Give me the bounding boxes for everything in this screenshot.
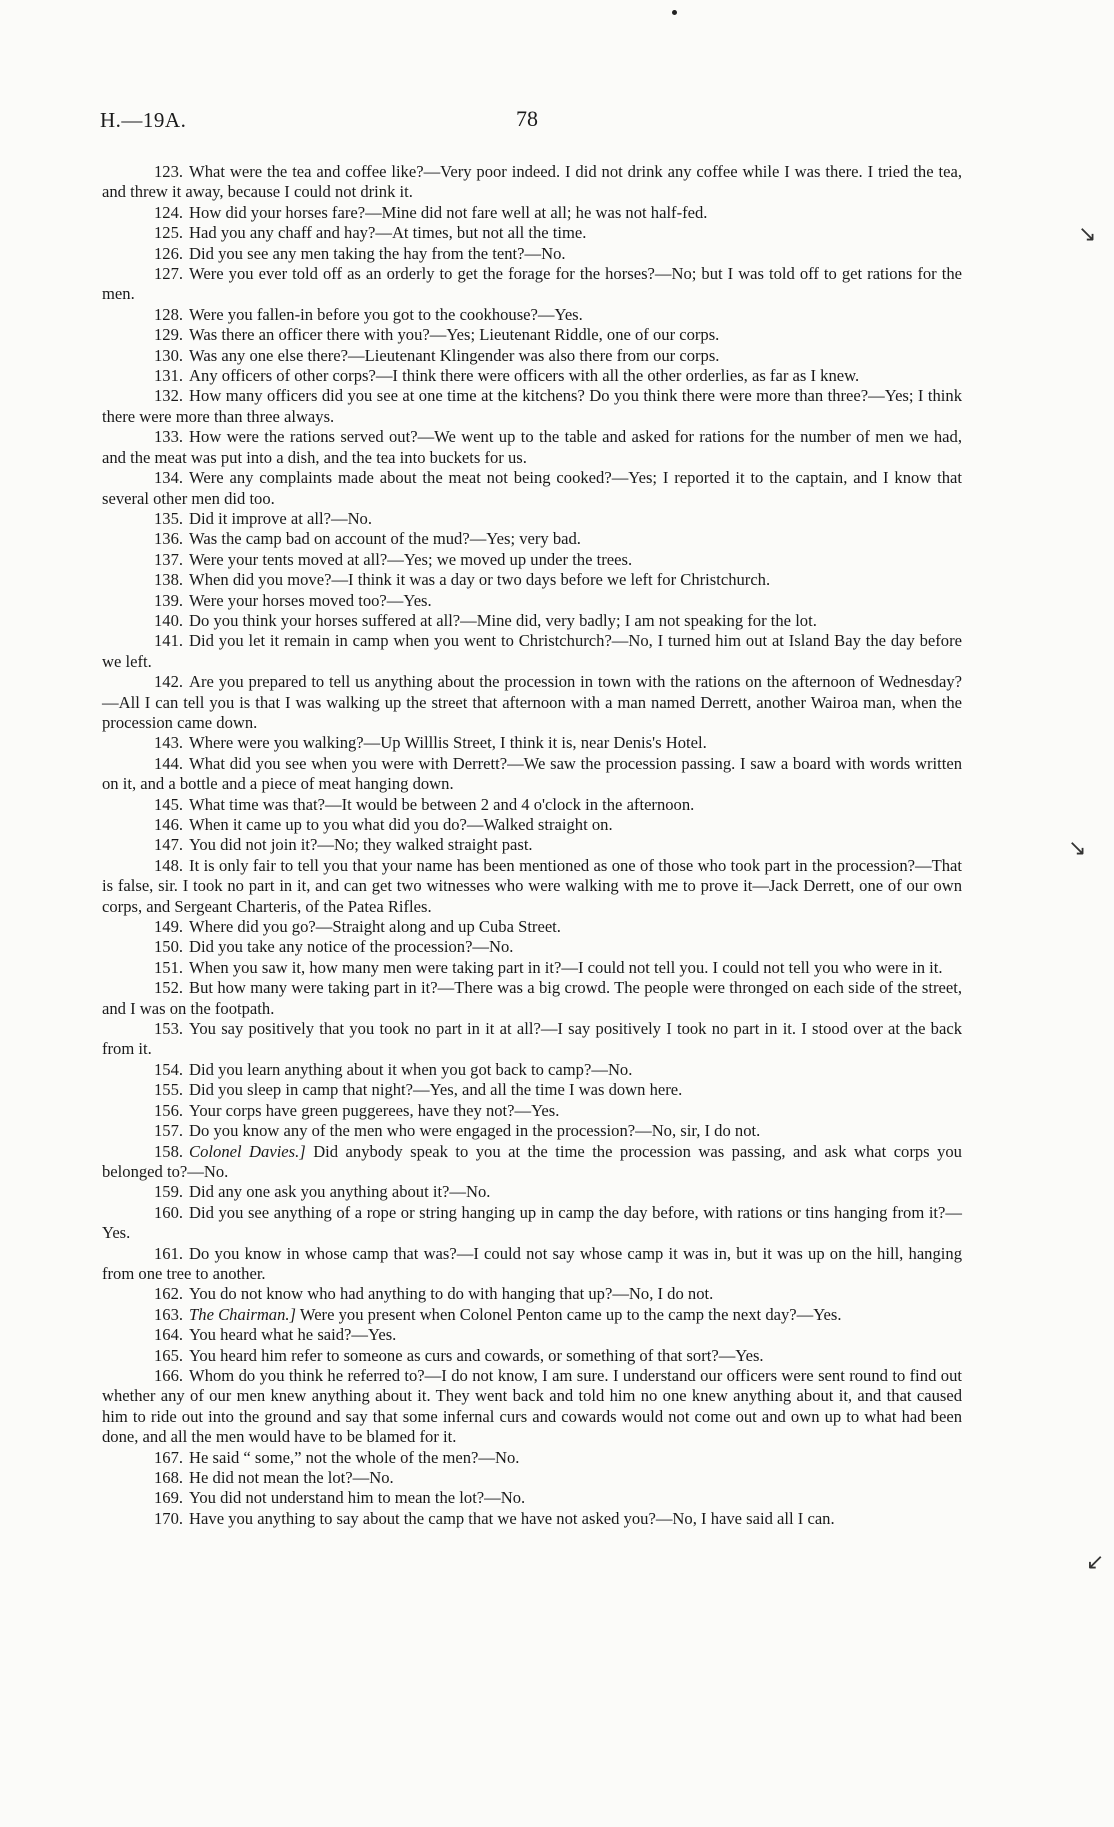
question-number: 161. [154, 1243, 184, 1263]
question-number: 124. [154, 202, 184, 222]
question-number: 158. [154, 1141, 184, 1161]
testimony-entry [102, 203, 962, 223]
entry-text: You heard him refer to someone as curs and cowards, or something of that sort?—Yes. [189, 1345, 764, 1365]
entry-text: When it came up to you what did you do?—Walked straight on. [189, 815, 613, 834]
question-number: 133. [154, 427, 184, 447]
question-number: 151. [154, 957, 184, 977]
testimony-entry [102, 223, 962, 243]
entry-text: You heard what he said?—Yes. [189, 1325, 397, 1345]
question-number: 147. [154, 835, 184, 855]
entry-text: What time was that?—It would be between 2 and 4 o'clock in the afternoon. [189, 794, 695, 814]
question-number: 123. [154, 162, 184, 181]
question-number: 137. [154, 549, 184, 569]
question-number: 167. [154, 1447, 184, 1467]
entry-text: You did not understand him to mean the lot?—No. [189, 1488, 526, 1508]
entry-text: Did you take any notice of the procession?—No. [189, 937, 514, 957]
testimony-entry [102, 1509, 962, 1529]
entry-text: Where did you go?—Straight along and up Cuba Street. [189, 917, 561, 937]
testimony-entry [102, 1203, 962, 1244]
entry-text: Where were you walking?—Up Willlis Street, I think it is, near Denis's Hotel. [189, 733, 707, 753]
entry-text: Did any one ask you anything about it?—No. [189, 1182, 491, 1202]
testimony-entry [102, 468, 962, 509]
question-number: 140. [154, 610, 184, 630]
testimony-entry [102, 917, 962, 937]
testimony-entry [102, 162, 962, 203]
entry-text: Were your tents moved at all?—Yes; we moved up under the trees. [189, 549, 633, 569]
question-number: 132. [154, 386, 184, 406]
entry-text: Were you fallen-in before you got to the cookhouse?—Yes. [189, 304, 583, 324]
entry-text: Did you see anything of a rope or string hanging up in camp the day before, with rations or tins hanging from it?—Yes. [102, 1202, 962, 1243]
testimony-body [102, 162, 962, 1529]
question-number: 163. [154, 1304, 184, 1324]
testimony-entry [102, 386, 962, 427]
question-number: 160. [154, 1202, 184, 1222]
testimony-entry [102, 1346, 962, 1366]
testimony-entry [102, 325, 962, 345]
entry-text: Do you know in whose camp that was?—I could not say whose camp it was in, but it was up on the hill, hanging from one tree to another. [102, 1243, 962, 1283]
question-number: 146. [154, 815, 184, 834]
entry-text: Did you let it remain in camp when you went to Christchurch?—No, I turned him out at Island Bay the day before we left. [102, 631, 962, 671]
question-number: 125. [154, 223, 184, 243]
testimony-entry [102, 244, 962, 264]
entry-text: Were you present when Colonel Penton came up to the camp the next day?—Yes. [299, 1304, 842, 1324]
testimony-entry [102, 1182, 962, 1202]
testimony-entry [102, 427, 962, 468]
testimony-entry [102, 570, 962, 590]
entry-text: Do you know any of the men who were engaged in the procession?—No, sir, I do not. [189, 1121, 761, 1141]
entry-text: Do you think your horses suffered at all?—Mine did, very badly; I am not speaking for the lot. [189, 610, 817, 630]
entry-text: It is only fair to tell you that your name has been mentioned as one of those who took part in the procession?—That is false, sir. I took no part in it, and can get two witnesses who were walking with me to prove it—Jack Derrett, one of our own corps, and Sergeant Charteris, of the Patea Rifles. [102, 855, 962, 916]
question-number: 157. [154, 1121, 184, 1141]
entry-text: Was the camp bad on account of the mud?—Yes; very bad. [189, 529, 581, 549]
question-number: 144. [154, 753, 184, 773]
question-number: 155. [154, 1080, 184, 1100]
entry-text: Did you see any men taking the hay from the tent?—No. [189, 243, 566, 263]
entry-text: Are you prepared to tell us anything about the procession in town with the rations on the afternoon of Wednesday?—All I can tell you is that I was walking up the street that afternoon with a man named Derrett, another Wairoa man, when the procession came down. [102, 672, 962, 732]
entry-text: Did anybody speak to you at the time the procession was passing, and ask what corps you belonged to?—No. [102, 1141, 962, 1181]
question-number: 152. [154, 978, 184, 998]
testimony-entry [102, 733, 962, 753]
entry-text: But how many were taking part in it?—There was a big crowd. The people were thronged on each side of the street, and I was on the footpath. [102, 978, 962, 1018]
entry-text: Did it improve at all?—No. [189, 508, 372, 528]
entry-text: How many officers did you see at one time at the kitchens? Do you think there were more than three?—Yes; I think there were more than three always. [102, 386, 962, 426]
page-header [100, 108, 1020, 138]
entry-text: How did your horses fare?—Mine did not fare well at all; he was not half-fed. [189, 202, 708, 222]
question-number: 156. [154, 1100, 184, 1120]
testimony-entry [102, 611, 962, 631]
margin-tick-mark: ↙ [1086, 1550, 1105, 1575]
question-number: 128. [154, 304, 184, 324]
question-number: 164. [154, 1325, 184, 1345]
question-number: 136. [154, 529, 184, 549]
entry-text: Was there an officer there with you?—Yes; Lieutenant Riddle, one of our corps. [189, 325, 720, 345]
question-number: 139. [154, 590, 184, 610]
question-number: 148. [154, 855, 184, 875]
testimony-entry [102, 1060, 962, 1080]
testimony-entry [102, 591, 962, 611]
question-number: 165. [154, 1345, 184, 1365]
question-number: 170. [154, 1508, 184, 1528]
entry-text: Had you any chaff and hay?—At times, but not all the time. [189, 223, 587, 243]
testimony-entry [102, 1101, 962, 1121]
question-number: 169. [154, 1488, 184, 1508]
speaker-name: The Chairman.] [189, 1304, 296, 1324]
entry-text: You do not know who had anything to do with hanging that up?—No, I do not. [189, 1284, 714, 1304]
testimony-entry [102, 1142, 962, 1183]
entry-text: Have you anything to say about the camp that we have not asked you?—No, I have said all I can. [189, 1508, 835, 1528]
testimony-entry [102, 1305, 962, 1325]
document-reference: H.—19A. [100, 108, 187, 132]
testimony-entry [102, 529, 962, 549]
question-number: 154. [154, 1059, 184, 1079]
entry-text: He did not mean the lot?—No. [189, 1468, 394, 1487]
question-number: 145. [154, 794, 184, 814]
question-number: 138. [154, 570, 184, 590]
testimony-entry [102, 1468, 962, 1488]
testimony-entry [102, 978, 962, 1019]
margin-tick-mark: ↘ [1068, 836, 1087, 861]
entry-text: He said “ some,” not the whole of the men?—No. [189, 1447, 520, 1467]
entry-text: Were your horses moved too?—Yes. [189, 590, 432, 610]
question-number: 134. [154, 468, 184, 488]
testimony-entry [102, 631, 962, 672]
testimony-entry [102, 1019, 962, 1060]
testimony-entry [102, 754, 962, 795]
testimony-entry [102, 795, 962, 815]
testimony-entry [102, 346, 962, 366]
testimony-entry [102, 366, 962, 386]
entry-text: When did you move?—I think it was a day or two days before we left for Christchurch. [189, 570, 771, 590]
margin-tick-mark: ↘ [1078, 222, 1097, 247]
entry-text: Your corps have green puggerees, have they not?—Yes. [189, 1100, 560, 1120]
testimony-entry [102, 264, 962, 305]
testimony-entry [102, 1448, 962, 1468]
question-number: 143. [154, 733, 184, 753]
question-number: 142. [154, 672, 184, 692]
testimony-entry [102, 1488, 962, 1508]
testimony-entry [102, 1366, 962, 1448]
entry-text: Were any complaints made about the meat not being cooked?—Yes; I reported it to the captain, and I know that several other men did too. [102, 468, 962, 508]
testimony-entry [102, 509, 962, 529]
testimony-entry [102, 1080, 962, 1100]
entry-text: You say positively that you took no part in it at all?—I say positively I took no part in it. I stood over at the back from it. [102, 1019, 962, 1059]
testimony-entry [102, 1325, 962, 1345]
question-number: 150. [154, 937, 184, 957]
speaker-name: Colonel Davies.] [189, 1141, 306, 1161]
entry-text: Any officers of other corps?—I think there were officers with all the other orderlies, as far as I knew. [189, 366, 860, 386]
question-number: 130. [154, 345, 184, 365]
testimony-entry [102, 856, 962, 917]
entry-text: What were the tea and coffee like?—Very poor indeed. I did not drink any coffee while I was there. I tried the tea, and threw it away, because I could not drink it. [102, 162, 962, 202]
testimony-entry [102, 835, 962, 855]
question-number: 131. [154, 366, 184, 386]
testimony-entry [102, 1121, 962, 1141]
question-number: 159. [154, 1182, 184, 1202]
entry-text: Were you ever told off as an orderly to get the forage for the horses?—No; but I was told off to get rations for the men. [102, 264, 962, 304]
entry-text: How were the rations served out?—We went up to the table and asked for rations for the number of men we had, and the meat was put into a dish, and the tea into buckets for us. [102, 427, 962, 467]
question-number: 168. [154, 1468, 184, 1487]
entry-text: You did not join it?—No; they walked straight past. [189, 835, 533, 855]
question-number: 127. [154, 264, 184, 284]
question-number: 162. [154, 1284, 184, 1304]
entry-text: When you saw it, how many men were taking part in it?—I could not tell you. I could not tell you who were in it. [189, 957, 943, 977]
question-number: 135. [154, 508, 184, 528]
testimony-entry [102, 815, 962, 835]
testimony-entry [102, 1244, 962, 1285]
entry-text: Was any one else there?—Lieutenant Klingender was also there from our corps. [189, 345, 720, 365]
testimony-entry [102, 305, 962, 325]
entry-text: Whom do you think he referred to?—I do not know, I am sure. I understand our officers were sent round to find out whether any of our men knew anything about it. They went back and told him no one knew anything about it, and that caused him to ride out into the ground and say that some infernal curs and cowards would not come out and own up to what had been done, and all the men would have to be blamed for it. [102, 1365, 962, 1447]
question-number: 129. [154, 325, 184, 345]
ink-dot-mark [672, 10, 677, 15]
testimony-entry [102, 672, 962, 733]
page-number: 78 [516, 106, 538, 131]
entry-text: Did you sleep in camp that night?—Yes, and all the time I was down here. [189, 1080, 683, 1100]
question-number: 149. [154, 917, 184, 937]
testimony-entry [102, 1284, 962, 1304]
testimony-entry [102, 937, 962, 957]
testimony-entry [102, 550, 962, 570]
question-number: 166. [154, 1365, 184, 1385]
question-number: 153. [154, 1019, 184, 1039]
question-number: 141. [154, 631, 184, 651]
question-number: 126. [154, 243, 184, 263]
entry-text: What did you see when you were with Derrett?—We saw the procession passing. I saw a board with words written on it, and a bottle and a piece of meat hanging down. [102, 753, 962, 794]
entry-text: Did you learn anything about it when you got back to camp?—No. [189, 1059, 633, 1079]
testimony-entry [102, 958, 962, 978]
